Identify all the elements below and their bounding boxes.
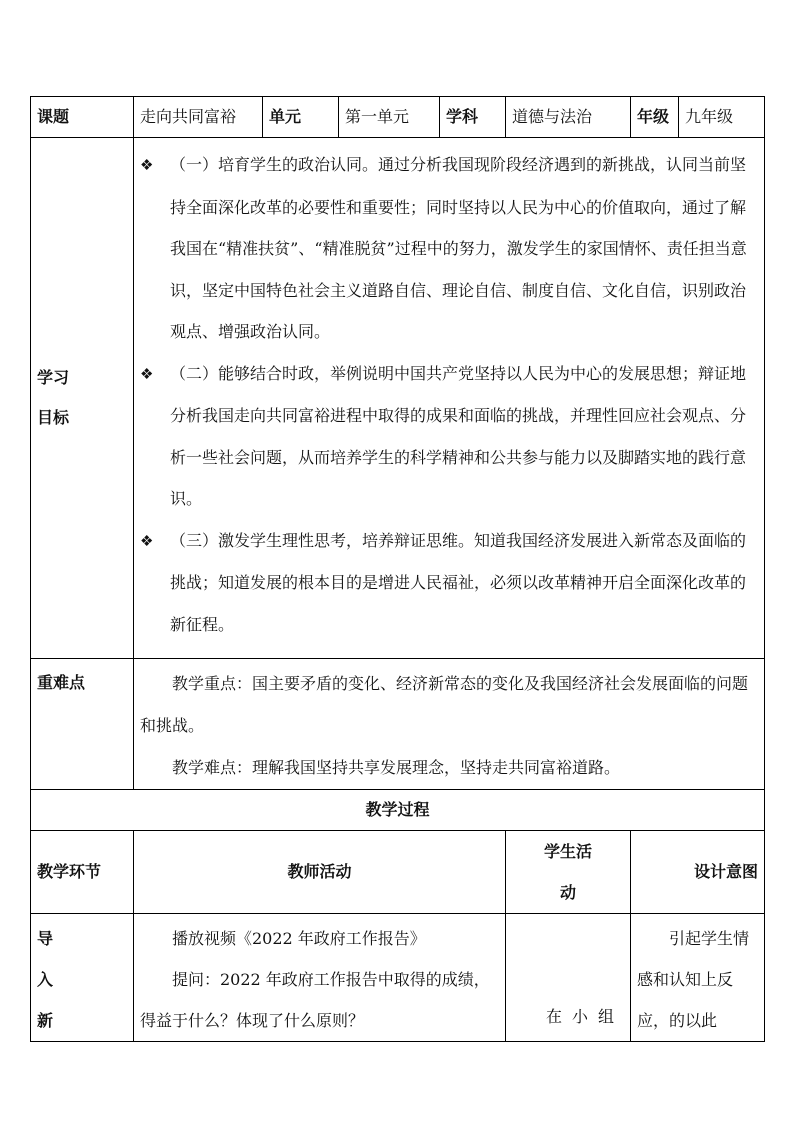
header-stage: 教学环节 [31, 831, 134, 914]
goals-label-line1: 学习 [37, 368, 70, 387]
teaching-difficulty: 教学难点：理解我国坚持共享发展理念，坚持走共同富裕道路。 [172, 758, 621, 777]
info-row [31, 97, 765, 138]
goal-item: ❖ （一）培育学生的政治认同。通过分析我国现阶段经济遇到的新挑战，认同当前坚持全面深化改革的必要性和重要性；同时坚持以人民为中心的价值取向，通过了解我国在“精准扶贫”、“精准脱贫”过程中的努力，激发学生的家国情怀、责任担当意识，坚定中国特色社会主义道路自信、理论自信、制度自信、文化自信，识别政治观点、增强政治认同。 [140, 144, 758, 353]
header-student [506, 831, 631, 914]
lead-in-student: 在小组 [506, 914, 631, 1042]
topic-value: 走向共同富裕 [134, 97, 263, 138]
diamond-bullet-icon: ❖ [140, 156, 154, 174]
header-teacher: 教师活动 [134, 831, 506, 914]
lesson-plan-table [30, 96, 765, 1042]
process-header-row [31, 831, 765, 914]
key-points-row [31, 659, 765, 790]
topic-label: 课题 [31, 97, 134, 138]
process-title-row [31, 790, 765, 831]
key-points-content [134, 659, 765, 790]
process-title: 教学过程 [31, 790, 765, 831]
goal-item: ❖ （三）激发学生理性思考，培养辩证思维。知道我国经济发展进入新常态及面临的挑战；知道发展的根本目的是增进人民福祉，必须以改革精神开启全面深化改革的新征程。 [140, 520, 758, 646]
lead-in-row [31, 914, 765, 1042]
diamond-bullet-icon: ❖ [140, 364, 154, 383]
key-points-label: 重难点 [31, 659, 134, 790]
lead-in-stage-char: 入 [37, 970, 54, 989]
header-student-line1: 学生活 [544, 842, 593, 861]
grade-value: 九年级 [679, 97, 765, 138]
subject-value: 道德与法治 [506, 97, 631, 138]
goals-content [134, 138, 765, 659]
unit-label: 单元 [263, 97, 339, 138]
teacher-line: 提问：2022 年政府工作报告中取得的成绩，得益于什么？体现了什么原则？ [140, 970, 490, 1030]
teacher-line: 播放视频《2022 年政府工作报告》 [172, 929, 426, 948]
lead-in-teacher [134, 914, 506, 1042]
header-intent: 设计意图 [631, 831, 765, 914]
goals-label-line2: 目标 [37, 408, 70, 427]
lead-in-stage [31, 914, 134, 1042]
goals-label [31, 138, 134, 659]
header-student-line2: 动 [560, 883, 577, 902]
lead-in-stage-char: 新 [37, 1011, 54, 1030]
teaching-focus: 教学重点：国主要矛盾的变化、经济新常态的变化及我国经济社会发展面临的问题和挑战。 [140, 674, 749, 735]
unit-value: 第一单元 [339, 97, 440, 138]
lead-in-stage-char: 导 [37, 929, 54, 948]
subject-label: 学科 [440, 97, 506, 138]
diamond-bullet-icon: ❖ [140, 531, 154, 550]
goal-item: ❖ （二）能够结合时政，举例说明中国共产党坚持以人民为中心的发展思想；辩证地分析我国走向共同富裕进程中取得的成果和面临的挑战，并理性回应社会观点、分析一些社会问题，从而培养学生的科学精神和公共参与能力以及脚踏实地的践行意识。 [140, 353, 758, 520]
lead-in-intent: 引起学生情感和认知上反应，的以此 [631, 914, 765, 1042]
goals-row [31, 138, 765, 659]
grade-label: 年级 [631, 97, 679, 138]
